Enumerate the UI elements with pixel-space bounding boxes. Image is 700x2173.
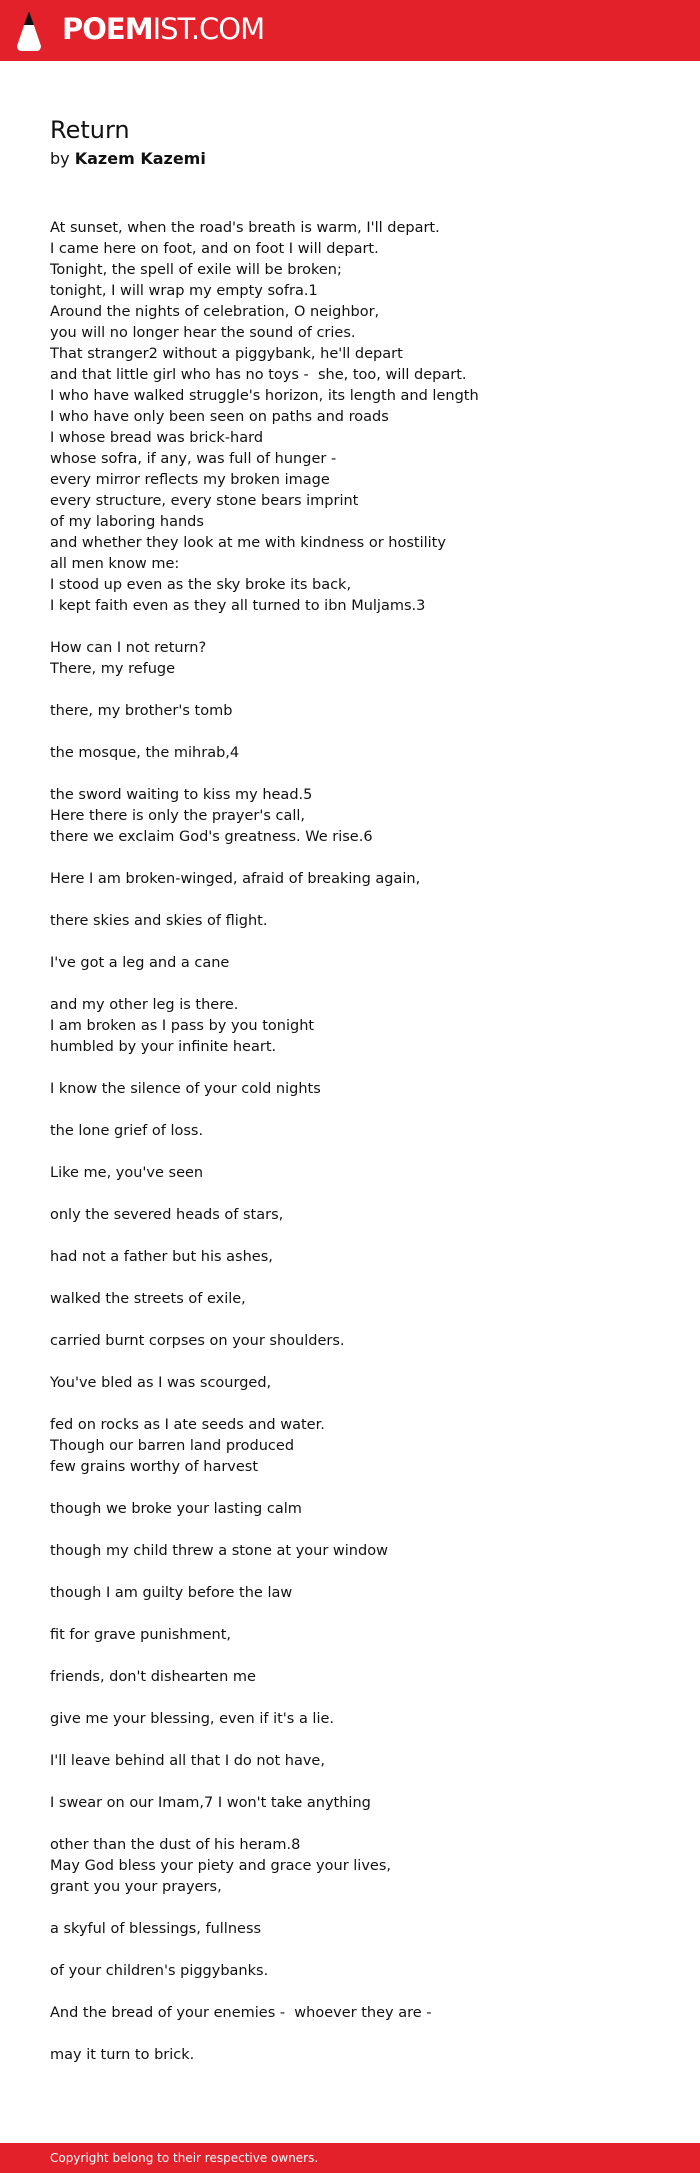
stanza-break bbox=[50, 722, 670, 743]
copyright-text: Copyright belong to their respective owners. bbox=[50, 2151, 319, 2165]
poem-line: Like me, you've seen bbox=[50, 1165, 204, 1181]
poem-line: there we exclaim God's greatness. We rise.6 bbox=[50, 829, 373, 845]
poem-line: of my laboring hands bbox=[50, 514, 204, 530]
stanza-break bbox=[50, 764, 670, 785]
poem-author: Kazem Kazemi bbox=[74, 149, 206, 168]
stanza-break bbox=[50, 890, 670, 911]
poem-line: and my other leg is there. bbox=[50, 997, 239, 1013]
poem-line: I'll leave behind all that I do not have, bbox=[50, 1753, 325, 1769]
by-label: by bbox=[50, 149, 75, 168]
poem-line: May God bless your piety and grace your lives, bbox=[50, 1858, 391, 1874]
poem-line: a skyful of blessings, fullness bbox=[50, 1921, 262, 1937]
site-logo[interactable] bbox=[62, 9, 264, 49]
stanza-break bbox=[50, 1604, 670, 1625]
stanza-break bbox=[50, 1730, 670, 1751]
stanza-break bbox=[50, 1394, 670, 1415]
stanza-break bbox=[50, 848, 670, 869]
poem-line: may it turn to brick. bbox=[50, 2047, 195, 2063]
poem-line: Here I am broken-winged, afraid of breaking again, bbox=[50, 871, 421, 887]
poem-line: every structure, every stone bears imprint bbox=[50, 493, 359, 509]
poem-line: Here there is only the prayer's call, bbox=[50, 808, 306, 824]
poem-line: whose sofra, if any, was full of hunger - bbox=[50, 451, 337, 467]
poem-line: of your children's piggybanks. bbox=[50, 1963, 269, 1979]
poem-line: I who have only been seen on paths and roads bbox=[50, 409, 389, 425]
poem-line: Around the nights of celebration, O neighbor, bbox=[50, 304, 380, 320]
pencil-tip-icon bbox=[16, 10, 42, 52]
stanza-break bbox=[50, 1478, 670, 1499]
poem-line: At sunset, when the road's breath is warm, I'll depart. bbox=[50, 220, 440, 236]
stanza-break bbox=[50, 1100, 670, 1121]
stanza-break bbox=[50, 617, 670, 638]
poem-line: you will no longer hear the sound of cries. bbox=[50, 325, 356, 341]
poem-line: only the severed heads of stars, bbox=[50, 1207, 284, 1223]
poem-line: fed on rocks as I ate seeds and water. bbox=[50, 1417, 325, 1433]
poem-line: friends, don't dishearten me bbox=[50, 1669, 256, 1685]
stanza-break bbox=[50, 974, 670, 995]
poem-line: few grains worthy of harvest bbox=[50, 1459, 259, 1475]
stanza-break bbox=[50, 1268, 670, 1289]
stanza-break bbox=[50, 1688, 670, 1709]
stanza-break bbox=[50, 1562, 670, 1583]
poem-line: though we broke your lasting calm bbox=[50, 1501, 302, 1517]
site-header bbox=[0, 0, 700, 61]
poem-line: every mirror reflects my broken image bbox=[50, 472, 330, 488]
poem-line: Tonight, the spell of exile will be broken; bbox=[50, 262, 342, 278]
poem-line: tonight, I will wrap my empty sofra.1 bbox=[50, 283, 318, 299]
stanza-break bbox=[50, 1226, 670, 1247]
poem-line: all men know me: bbox=[50, 556, 180, 572]
poem-line: I stood up even as the sky broke its back, bbox=[50, 577, 352, 593]
poem-line: I whose bread was brick-hard bbox=[50, 430, 264, 446]
poem-line: the mosque, the mihrab,4 bbox=[50, 745, 240, 761]
stanza-break bbox=[50, 1772, 670, 1793]
poem-line: had not a father but his ashes, bbox=[50, 1249, 273, 1265]
stanza-break bbox=[50, 1646, 670, 1667]
logo-light-text: IST.COM bbox=[152, 12, 265, 46]
stanza-break bbox=[50, 1520, 670, 1541]
poem-line: carried burnt corpses on your shoulders. bbox=[50, 1333, 345, 1349]
poem-line: I kept faith even as they all turned to ibn Muljams.3 bbox=[50, 598, 426, 614]
poem-line: I who have walked struggle's horizon, its length and length bbox=[50, 388, 479, 404]
site-footer bbox=[0, 2143, 700, 2173]
stanza-break bbox=[50, 1058, 670, 1079]
poem-line: and that little girl who has no toys - she, too, will depart. bbox=[50, 367, 467, 383]
poem-line: humbled by your infinite heart. bbox=[50, 1039, 277, 1055]
stanza-break bbox=[50, 932, 670, 953]
poem-line: And the bread of your enemies - whoever they are - bbox=[50, 2005, 432, 2021]
poem-title: Return bbox=[50, 116, 130, 144]
poem-line: and whether they look at me with kindness or hostility bbox=[50, 535, 446, 551]
stanza-break bbox=[50, 1142, 670, 1163]
poem-line: grant you your prayers, bbox=[50, 1879, 222, 1895]
poem-line: That stranger2 without a piggybank, he'll depart bbox=[50, 346, 403, 362]
poem-line: You've bled as I was scourged, bbox=[50, 1375, 272, 1391]
stanza-break bbox=[50, 1184, 670, 1205]
stanza-break bbox=[50, 1982, 670, 2003]
poem-line: there skies and skies of flight. bbox=[50, 913, 268, 929]
stanza-break bbox=[50, 1814, 670, 1835]
poem-line: fit for grave punishment, bbox=[50, 1627, 232, 1643]
poem-line: I know the silence of your cold nights bbox=[50, 1081, 321, 1097]
poem-byline bbox=[50, 148, 206, 170]
stanza-break bbox=[50, 680, 670, 701]
poem-line: There, my refuge bbox=[50, 661, 176, 677]
stanza-break bbox=[50, 1898, 670, 1919]
logo-bold-text: POEM bbox=[62, 12, 153, 46]
poem-line: How can I not return? bbox=[50, 640, 207, 656]
poem-line: other than the dust of his heram.8 bbox=[50, 1837, 301, 1853]
poem-line: Though our barren land produced bbox=[50, 1438, 295, 1454]
poem-line: though my child threw a stone at your window bbox=[50, 1543, 388, 1559]
stanza-break bbox=[50, 2024, 670, 2045]
poem-line: I've got a leg and a cane bbox=[50, 955, 230, 971]
stanza-break bbox=[50, 1310, 670, 1331]
poem-line: walked the streets of exile, bbox=[50, 1291, 246, 1307]
poem-line: though I am guilty before the law bbox=[50, 1585, 293, 1601]
poem-line: the sword waiting to kiss my head.5 bbox=[50, 787, 313, 803]
poem-line: I came here on foot, and on foot I will depart. bbox=[50, 241, 379, 257]
stanza-break bbox=[50, 1940, 670, 1961]
poem-line: the lone grief of loss. bbox=[50, 1123, 204, 1139]
poem-line: there, my brother's tomb bbox=[50, 703, 233, 719]
stanza-break bbox=[50, 1352, 670, 1373]
poem-line: I am broken as I pass by you tonight bbox=[50, 1018, 315, 1034]
poem-body bbox=[50, 218, 670, 2066]
poem-line: I swear on our Imam,7 I won't take anything bbox=[50, 1795, 371, 1811]
poem-line: give me your blessing, even if it's a lie. bbox=[50, 1711, 335, 1727]
